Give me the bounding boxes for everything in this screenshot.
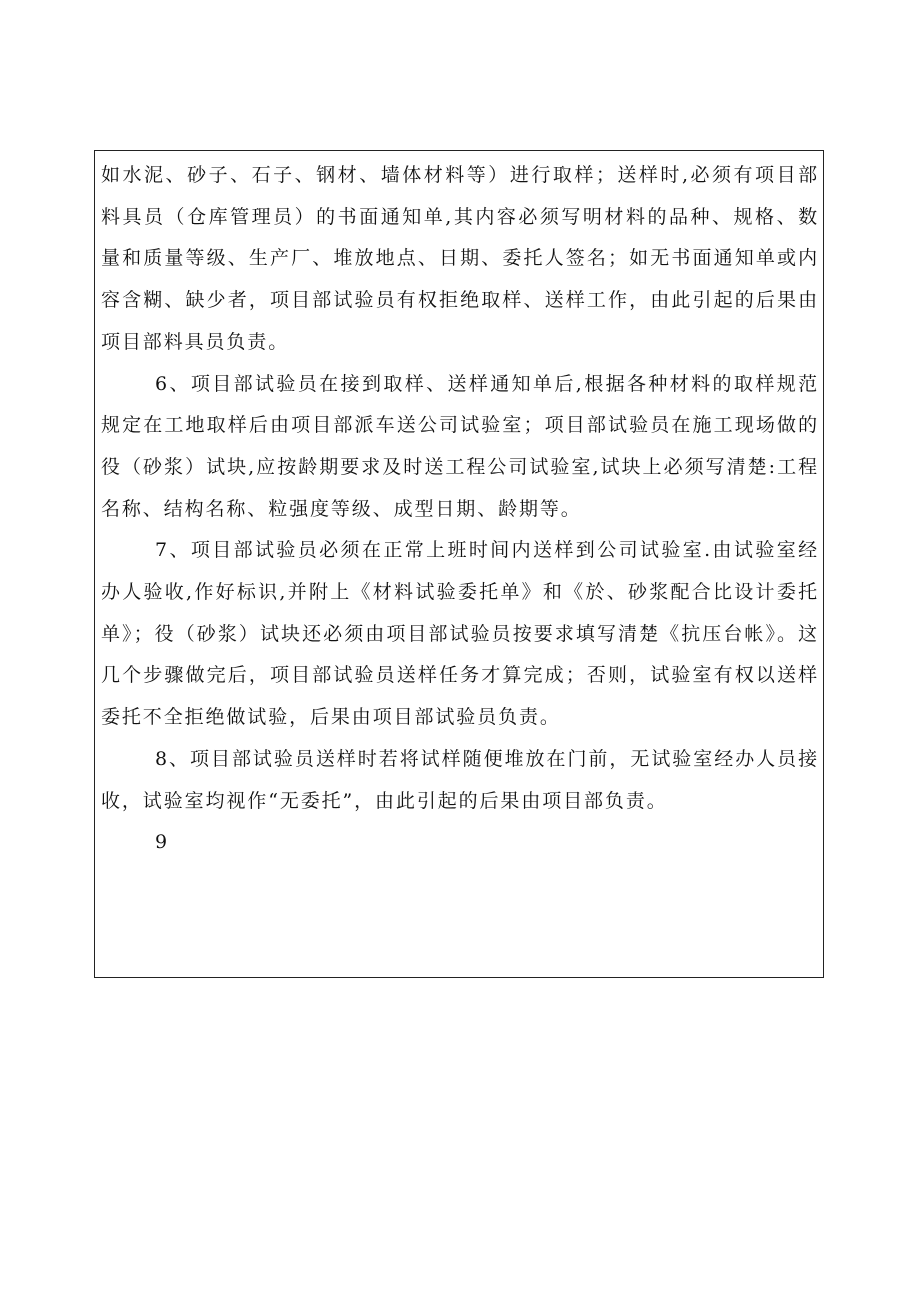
paragraph-item-5-continued: 如水泥、砂子、石子、钢材、墙体材料等）进行取样；送样时,必须有项目部料具员（仓库管理员）的书面通知单,其内容必须写明材料的品种、规格、数量和质量等级、生产厂、堆放地点、日期、委托人签名；如无书面通知单或内容含糊、缺少者，项目部试验员有权拒绝取样、送样工作，由此引起的后果由项目部料具员负责。 [101,164,819,353]
paragraph-item-7: 7、项目部试验员必须在正常上班时间内送样到公司试验室.由试验室经办人验收,作好标识,并附上《材料试验委托单》和《於、砂浆配合比设计委托单》；役（砂浆）试块还必须由项目部试验员按要求填写清楚《抗压台帐》。这几个步骤做完后，项目部试验员送样任务才算完成；否则，试验室有权以送样委托不全拒绝做试验，后果由项目部试验员负责。 [101,539,819,729]
paragraph-item-8: 8、项目部试验员送样时若将试样随便堆放在门前，无试验室经办人员接收，试验室均视作“无委托”，由此引起的后果由项目部负责。 [101,747,819,812]
paragraph-item-6: 6、项目部试验员在接到取样、送样通知单后,根据各种材料的取样规范规定在工地取样后由项目部派车送公司试验室；项目部试验员在施工现场做的役（砂浆）试块,应按龄期要求及时送工程公司试验室,试块上必须写清楚:工程名称、结构名称、粒强度等级、成型日期、龄期等。 [101,372,819,520]
document-body [101,155,819,864]
paragraph-item-9: 9 [155,831,169,854]
document-frame [94,150,824,978]
